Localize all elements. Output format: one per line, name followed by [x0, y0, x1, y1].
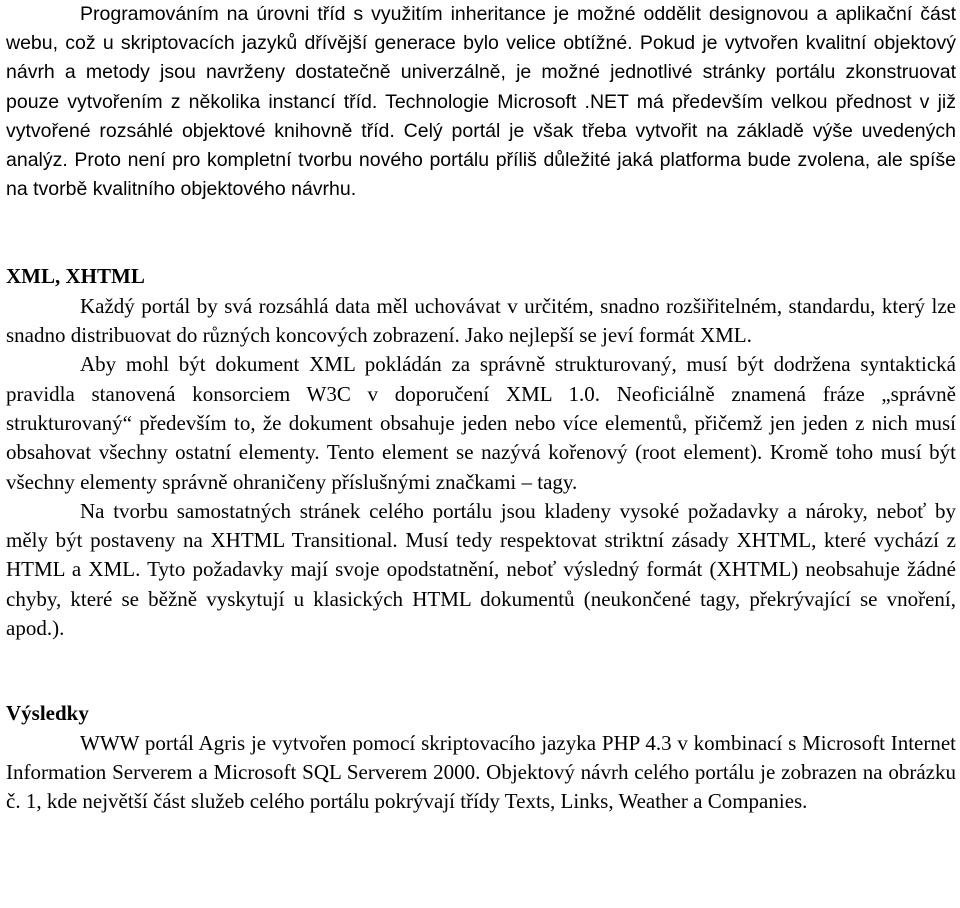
results-paragraph-1: WWW portál Agris je vytvořen pomocí skriptovacího jazyka PHP 4.3 v kombinací s Microsoft Internet Information Serverem a Microsoft SQL Serverem 2000. Objektový návrh celého portálu je zobrazen na obrázku č. 1, kde největší část služeb celého portálu pokrývají třídy Texts, Links, Weather a Companies.: [6, 730, 956, 814]
section-spacer: [6, 204, 956, 262]
xml-paragraph-2: Aby mohl být dokument XML pokládán za správně strukturovaný, musí být dodržena syntaktická pravidla stanovená konsorciem W3C v doporučení XML 1.0. Neoficiálně znamená fráze „správně strukturovaný“ především to, že dokument obsahuje jeden nebo více elementů, přičemž jen jeden z nich musí obsahovat všechny ostatní elementy. Tento element se nazývá kořenový (root element). Kromě toho musí být všechny elementy správně ohraničeny příslušnými značkami – tagy.: [6, 352, 956, 494]
xml-paragraph-3: Na tvorbu samostatných stránek celého portálu jsou kladeny vysoké požadavky a nároky, neboť by měly být postaveny na XHTML Transitional. Musí tedy respektovat striktní zásady XHTML, které vychází z HTML a XML. Tyto požadavky mají svoje opodstatnění, neboť výsledný formát (XHTML) neobsahuje žádné chyby, které se běžně vyskytují u klasických HTML dokumentů (neukončené tagy, překrývající se vnoření, apod.).: [6, 498, 956, 640]
document-page: [6, 0, 956, 816]
xml-paragraph-1: Každý portál by svá rozsáhlá data měl uchovávat v určitém, snadno rozšiřitelném, standardu, který lze snadno distribuovat do různých koncových zobrazení. Jako nejlepší se jeví formát XML.: [6, 293, 956, 348]
xml-section-heading: XML, XHTML: [6, 264, 145, 289]
results-section-heading: Výsledky: [6, 701, 89, 726]
section-spacer: [6, 643, 956, 699]
intro-paragraph: Programováním na úrovni tříd s využitím inheritance je možné oddělit designovou a aplikační část webu, což u skriptovacích jazyků dřívější generace bylo velice obtížné. Pokud je vytvořen kvalitní objektový návrh a metody jsou navrženy dostatečně univerzálně, je možné jednotlivé stránky portálu zkonstruovat pouze vytvořením z několika instancí tříd. Technologie Microsoft .NET má především velkou přednost v již vytvořené rozsáhlé objektové knihovně tříd. Celý portál je však třeba vytvořit na základě výše uvedených analýz. Proto není pro kompletní tvorbu nového portálu příliš důležité jaká platforma bude zvolena, ale spíše na tvorbě kvalitního objektového návrhu.: [6, 3, 956, 201]
